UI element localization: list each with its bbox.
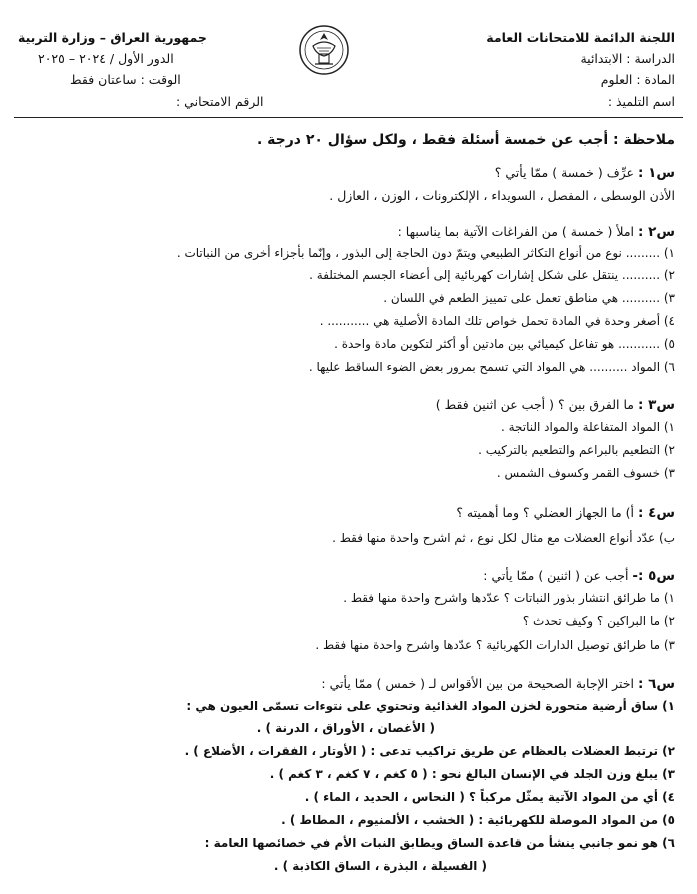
- q6-line-options: ( الأغصان ، الأوراق ، الدرنة ) .: [256, 721, 435, 735]
- q6-line: ٦) هو نمو جانبي ينشأ من قاعدة الساق ويطابق النبات الأم في خصائصها العامة :: [204, 836, 675, 850]
- q3-item: ٣) خسوف القمر وكسوف الشمس .: [496, 466, 675, 480]
- q1-prompt: عرِّف ( خمسة ) ممّا يأتي ؟: [494, 165, 635, 180]
- q4-label: س٤ :: [638, 505, 675, 521]
- q3-item: ١) المواد المتفاعلة والمواد الناتجة .: [500, 420, 675, 434]
- subject-label: المادة : العلوم: [600, 72, 675, 87]
- q2-item: ٦) المواد .......... هي المواد التي تسمح بمرور بعض الضوء الساقط عليها .: [308, 360, 675, 374]
- q4-item-a: أ) ما الجهاز العضلي ؟ وما أهميته ؟: [456, 505, 635, 520]
- exam-round: الدور الأول / ٢٠٢٤ – ٢٠٢٥: [38, 51, 174, 66]
- q6-line: ٢) ترتبط العضلات بالعظام عن طريق تراكيب تدعى : ( الأوتار ، الفقرات ، الأضلاع ) .: [184, 744, 675, 758]
- stage-label: الدراسة : الابتدائية: [580, 51, 675, 66]
- q4-item-b: ب) عدّد أنواع العضلات مع مثال لكل نوع ، ثم اشرح واحدة منها فقط .: [332, 531, 675, 545]
- q2-item: ٣) .......... هي مناطق تعمل على تمييز الطعم في اللسان .: [383, 291, 675, 305]
- q3-label: س٣ :: [638, 397, 675, 413]
- instructions-note: ملاحظة : أجب عن خمسة أسئلة فقط ، ولكل سؤال ٢٠ درجة .: [256, 132, 675, 148]
- q5-label: س٥ :-: [632, 568, 675, 584]
- q1-header: [495, 163, 675, 183]
- q4-header: [456, 503, 675, 523]
- q5-prompt: أجب عن ( اثنين ) ممّا يأتي :: [483, 568, 629, 583]
- exam-time: الوقت : ساعتان فقط: [70, 72, 181, 87]
- q6-label: س٦ :: [638, 676, 675, 692]
- student-name-label: اسم التلميذ :: [607, 94, 675, 109]
- q3-prompt: ما الفرق بين ؟ ( أجب عن اثنين فقط ): [435, 397, 635, 412]
- q3-item: ٢) التطعيم بالبراعم والتطعيم بالتركيب .: [478, 443, 675, 457]
- q6-header: [321, 674, 675, 694]
- q5-item: ١) ما طرائق انتشار بذور النباتات ؟ عدّدها واشرح واحدة منها فقط .: [343, 591, 675, 605]
- q2-prompt: املأ ( خمسة ) من الفراغات الآتية بما يناسبها :: [397, 224, 635, 239]
- q2-item: ٥) ........... هو تفاعل كيميائي بين مادتين أو أكثر لتكوين مادة واحدة .: [334, 337, 675, 351]
- q6-prompt: اختر الإجابة الصحيحة من بين الأقواس لـ ( خمس ) ممّا يأتي :: [321, 676, 635, 691]
- q5-header: [483, 566, 675, 586]
- q2-item: ١) ......... نوع من أنواع التكاثر الطبيعي ويتمّ دون الحاجة إلى البذور ، وإنّما بأجزاء أخرى من النباتات .: [176, 246, 675, 260]
- q2-label: س٢ :: [638, 224, 675, 240]
- q2-item: ٢) .......... ينتقل على شكل إشارات كهربائية إلى أعضاء الجسم المختلفة .: [309, 268, 675, 282]
- q3-header: [436, 395, 675, 415]
- exam-number-label: الرقم الامتحاني :: [176, 94, 264, 109]
- q5-item: ٢) ما البراكين ؟ وكيف تحدث ؟: [522, 614, 675, 628]
- q1-terms: الأذن الوسطى ، المفصل ، السويداء ، الإلكترونات ، الوزن ، العازل .: [329, 188, 675, 203]
- q1-label: س١ :: [638, 165, 675, 181]
- ministry-emblem-icon: [298, 24, 350, 76]
- q6-line: ٣) يبلغ وزن الجلد في الإنسان البالغ نحو : ( ٥ كغم ، ٧ كغم ، ٣ كغم ) .: [269, 767, 675, 781]
- q6-line: ٤) أي من المواد الآتية يمثّل مركباً ؟ ( النحاس ، الحديد ، الماء ) .: [304, 790, 675, 804]
- republic-ministry: جمهورية العراق – وزارة التربية: [18, 30, 207, 45]
- q6-line-options: ( الفسيلة ، البذرة ، الساق الكاذبة ) .: [273, 859, 487, 873]
- header-divider: [14, 117, 683, 118]
- q6-line: ١) ساق أرضية متحورة لخزن المواد الغذائية وتحتوي على نتوءات تسمّى العيون هي :: [186, 699, 675, 713]
- q5-item: ٣) ما طرائق توصيل الدارات الكهربائية ؟ عدّدها واشرح واحدة منها فقط .: [315, 638, 675, 652]
- q2-header: [398, 222, 675, 242]
- committee-title: اللجنة الدائمة للامتحانات العامة: [486, 30, 675, 45]
- q2-item: ٤) أصغر وحدة في المادة تحمل خواص تلك المادة الأصلية هي ........... .: [319, 314, 675, 328]
- q6-line: ٥) من المواد الموصلة للكهربائية : ( الخشب ، الألمنيوم ، المطاط ) .: [281, 813, 675, 827]
